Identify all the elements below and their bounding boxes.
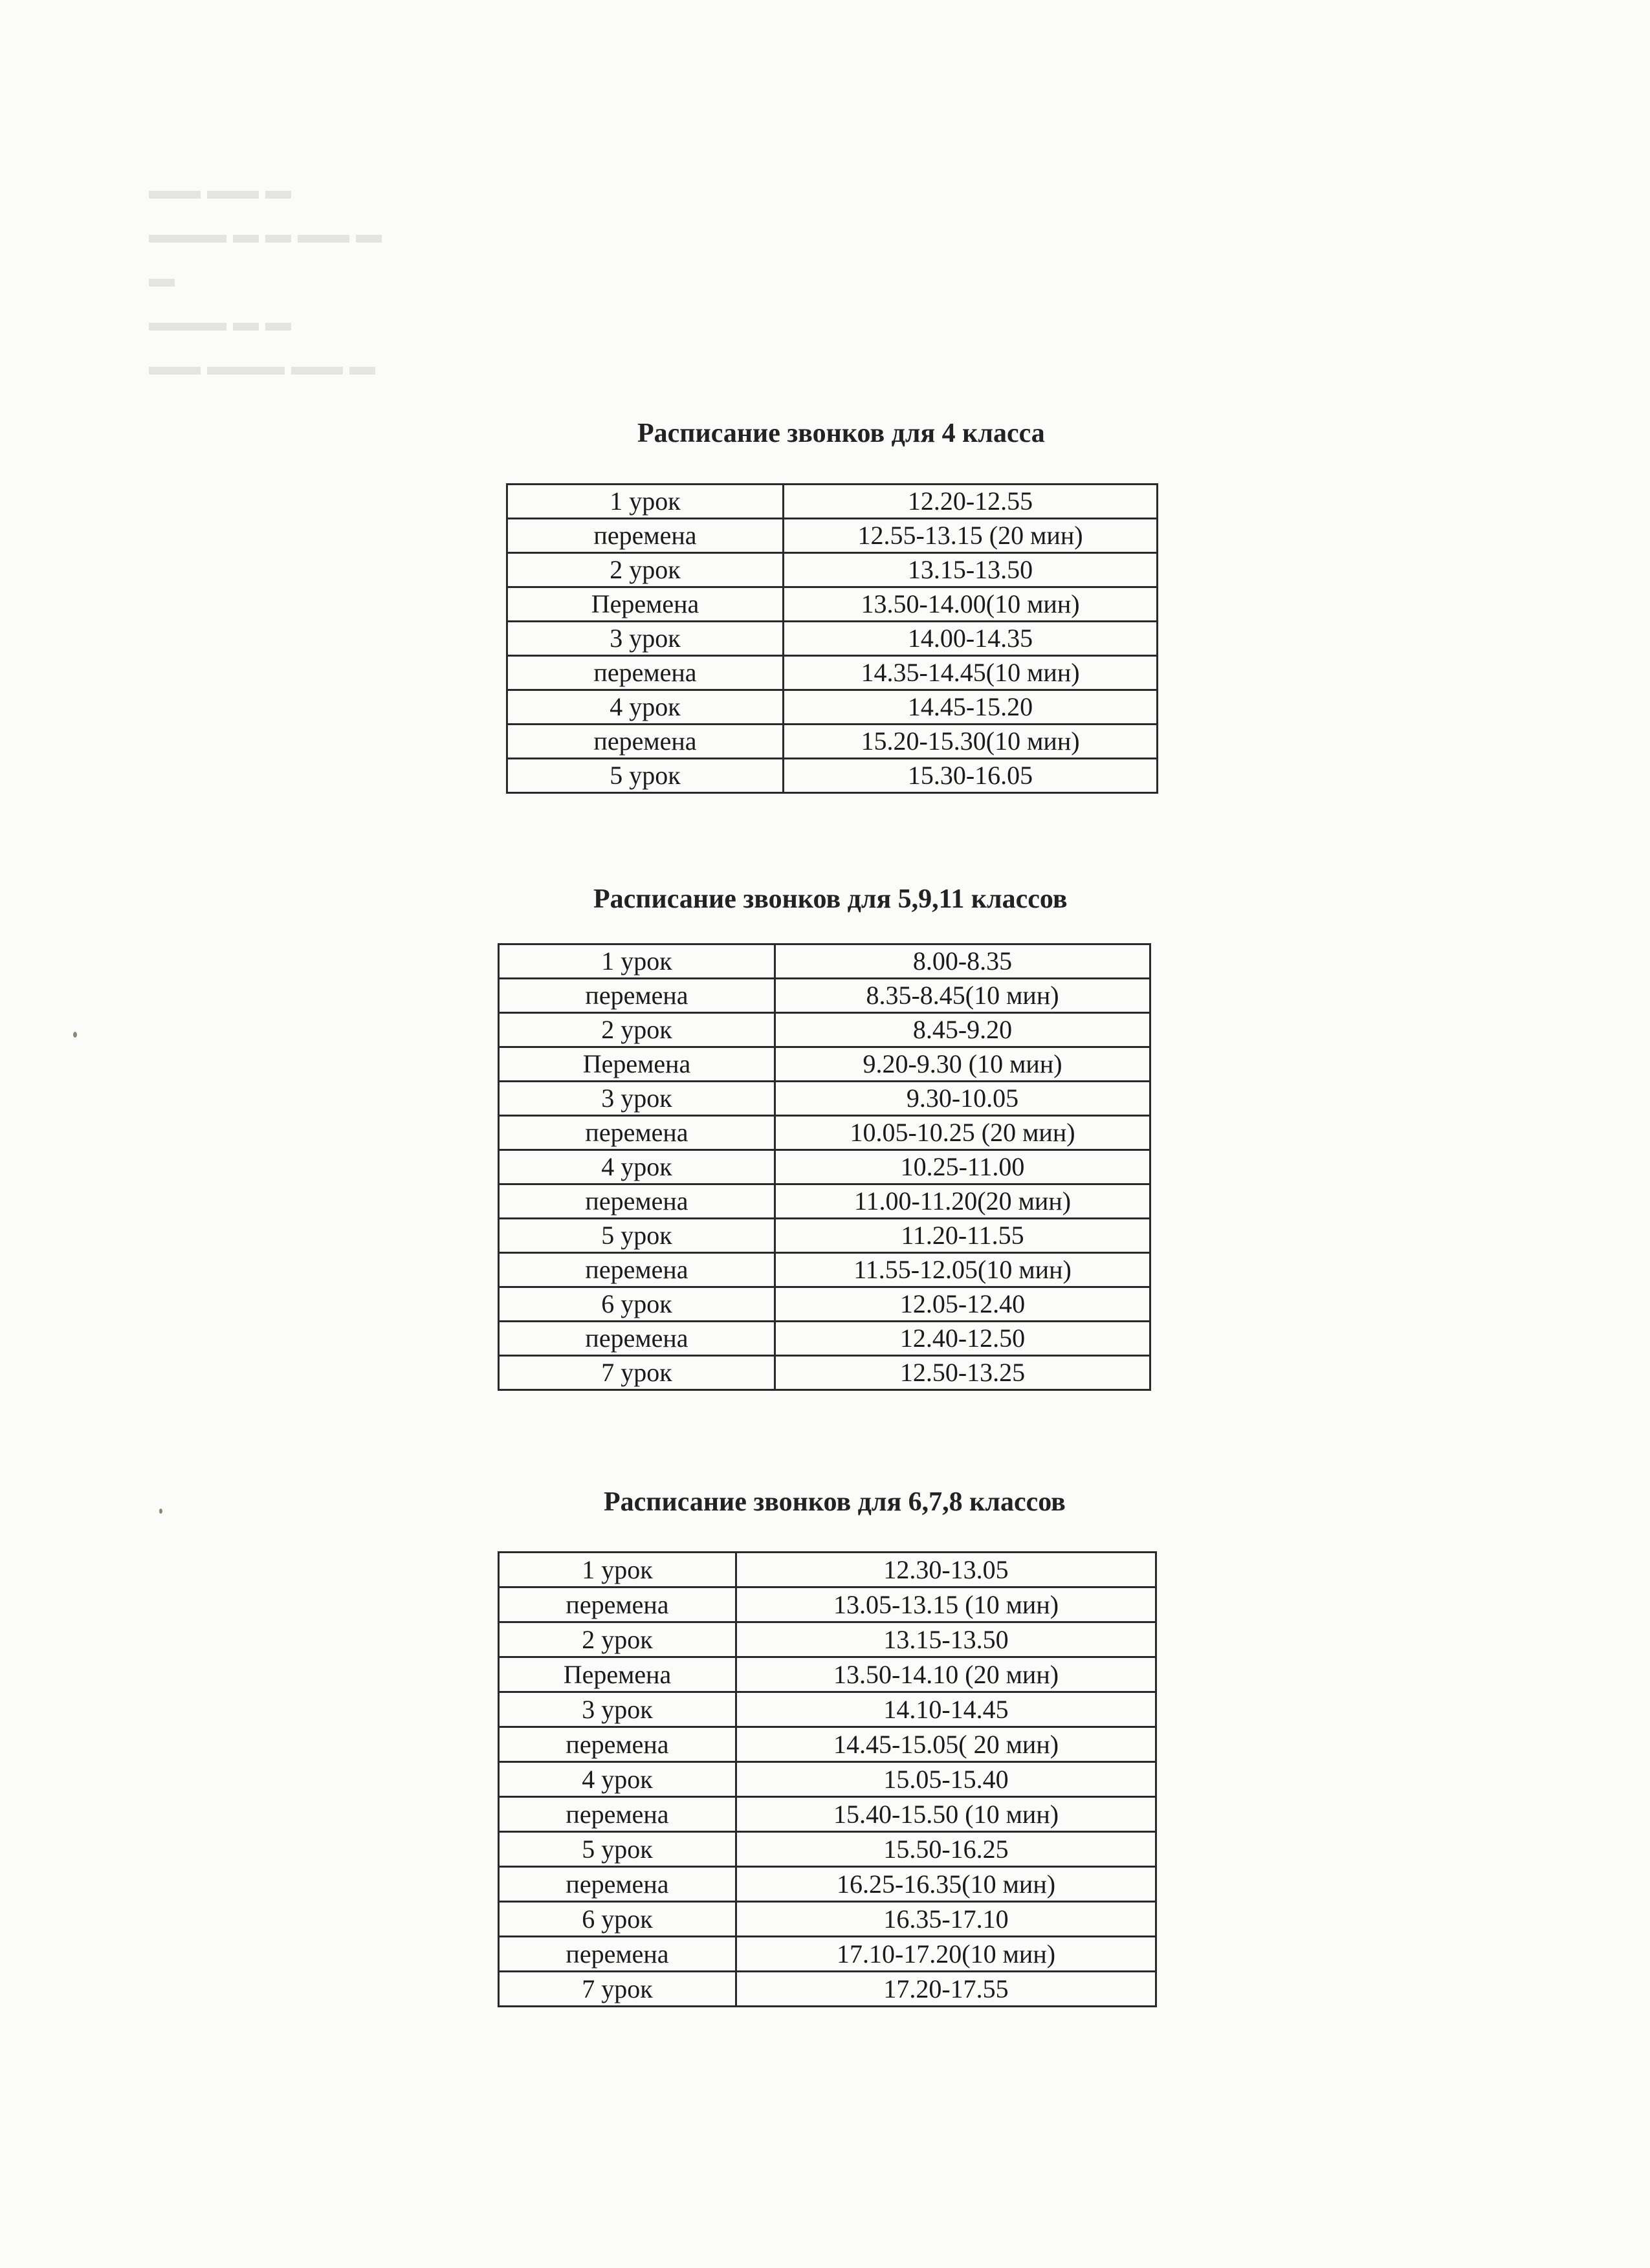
row-label: перемена — [499, 1797, 736, 1832]
table-row — [499, 1184, 1150, 1219]
row-time: 11.20-11.55 — [775, 1219, 1150, 1253]
table-row — [499, 1692, 1156, 1727]
row-time: 16.35-17.10 — [736, 1902, 1156, 1937]
table-row — [499, 1150, 1150, 1184]
row-time: 13.15-13.50 — [736, 1622, 1156, 1657]
table-row — [507, 485, 1158, 519]
table-row — [499, 1727, 1156, 1762]
row-label: Перемена — [507, 587, 784, 622]
row-time: 15.30-16.05 — [784, 759, 1158, 793]
row-time: 14.45-15.05( 20 мин) — [736, 1727, 1156, 1762]
row-time: 14.00-14.35 — [784, 622, 1158, 656]
schedule-table-grades-5-9-11 — [498, 943, 1151, 1391]
row-time: 13.15-13.50 — [784, 553, 1158, 587]
table-row — [507, 656, 1158, 690]
table-row — [499, 1622, 1156, 1657]
row-label: 5 урок — [499, 1219, 775, 1253]
row-label: перемена — [507, 519, 784, 553]
table-row — [499, 1047, 1150, 1082]
row-time: 9.20-9.30 (10 мин) — [775, 1047, 1150, 1082]
table-row — [499, 1322, 1150, 1356]
row-label: 3 урок — [499, 1692, 736, 1727]
table-row — [499, 1082, 1150, 1116]
schedule-title-grade-4: Расписание звонков для 4 класса — [637, 419, 1045, 448]
table-row — [499, 1657, 1156, 1692]
table-row — [499, 1937, 1156, 1972]
table-row — [507, 519, 1158, 553]
table-row — [507, 725, 1158, 759]
row-label: 4 урок — [507, 690, 784, 725]
row-label: 7 урок — [499, 1356, 775, 1390]
row-label: перемена — [499, 1116, 775, 1150]
row-time: 13.05-13.15 (10 мин) — [736, 1587, 1156, 1622]
row-time: 15.20-15.30(10 мин) — [784, 725, 1158, 759]
row-time: 12.40-12.50 — [775, 1322, 1150, 1356]
row-label: 6 урок — [499, 1287, 775, 1322]
row-time: 16.25-16.35(10 мин) — [736, 1867, 1156, 1902]
paper-speck — [73, 1032, 77, 1038]
row-label: 1 урок — [499, 944, 775, 979]
row-label: Перемена — [499, 1047, 775, 1082]
row-time: 12.30-13.05 — [736, 1553, 1156, 1587]
row-label: 4 урок — [499, 1762, 736, 1797]
row-time: 14.45-15.20 — [784, 690, 1158, 725]
table-row — [499, 1972, 1156, 2007]
row-time: 8.00-8.35 — [775, 944, 1150, 979]
row-label: перемена — [499, 979, 775, 1013]
table-row — [507, 690, 1158, 725]
row-label: 2 урок — [507, 553, 784, 587]
table-row — [499, 1797, 1156, 1832]
row-label: перемена — [499, 1587, 736, 1622]
table-row — [499, 1116, 1150, 1150]
row-label: 5 урок — [499, 1832, 736, 1867]
row-label: перемена — [507, 656, 784, 690]
paper-speck — [159, 1509, 162, 1514]
schedule-table-grade-4 — [506, 483, 1158, 794]
row-time: 17.20-17.55 — [736, 1972, 1156, 2007]
table-row — [507, 759, 1158, 793]
table-row — [499, 1902, 1156, 1937]
row-label: 3 урок — [499, 1082, 775, 1116]
table-row — [499, 1867, 1156, 1902]
row-time: 10.05-10.25 (20 мин) — [775, 1116, 1150, 1150]
row-label: 5 урок — [507, 759, 784, 793]
schedule-table-grades-6-7-8 — [498, 1551, 1157, 2007]
row-time: 15.40-15.50 (10 мин) — [736, 1797, 1156, 1832]
row-label: перемена — [499, 1727, 736, 1762]
table-row — [499, 1356, 1150, 1390]
row-time: 11.00-11.20(20 мин) — [775, 1184, 1150, 1219]
row-label: 1 урок — [507, 485, 784, 519]
schedule-title-grades-6-7-8: Расписание звонков для 6,7,8 классов — [604, 1487, 1066, 1517]
table-row — [507, 622, 1158, 656]
row-time: 17.10-17.20(10 мин) — [736, 1937, 1156, 1972]
table-row — [499, 944, 1150, 979]
table-row — [499, 1553, 1156, 1587]
row-label: 3 урок — [507, 622, 784, 656]
table-row — [499, 1013, 1150, 1047]
row-label: 1 урок — [499, 1553, 736, 1587]
row-label: 2 урок — [499, 1622, 736, 1657]
row-label: 4 урок — [499, 1150, 775, 1184]
row-time: 11.55-12.05(10 мин) — [775, 1253, 1150, 1287]
row-label: перемена — [499, 1322, 775, 1356]
row-time: 12.55-13.15 (20 мин) — [784, 519, 1158, 553]
table-row — [499, 1832, 1156, 1867]
table-row — [499, 1219, 1150, 1253]
row-label: 2 урок — [499, 1013, 775, 1047]
row-time: 15.05-15.40 — [736, 1762, 1156, 1797]
row-label: 7 урок — [499, 1972, 736, 2007]
table-row — [507, 587, 1158, 622]
table-row — [507, 553, 1158, 587]
schedule-title-grades-5-9-11: Расписание звонков для 5,9,11 классов — [593, 884, 1068, 914]
row-time: 12.50-13.25 — [775, 1356, 1150, 1390]
row-label: перемена — [499, 1253, 775, 1287]
row-time: 13.50-14.10 (20 мин) — [736, 1657, 1156, 1692]
row-time: 15.50-16.25 — [736, 1832, 1156, 1867]
row-label: перемена — [499, 1867, 736, 1902]
bleed-through-text: ▬▬ ▬▬ ▬ ▬▬▬ ▬ ▬ ▬▬ ▬ ▬ ▬▬▬ ▬ ▬ ▬▬ ▬▬▬ ▬▬ ▬ — [149, 175, 382, 380]
row-label: Перемена — [499, 1657, 736, 1692]
table-row — [499, 1762, 1156, 1797]
row-label: перемена — [499, 1937, 736, 1972]
row-time: 14.10-14.45 — [736, 1692, 1156, 1727]
row-label: перемена — [507, 725, 784, 759]
row-time: 10.25-11.00 — [775, 1150, 1150, 1184]
row-time: 8.35-8.45(10 мин) — [775, 979, 1150, 1013]
row-time: 12.20-12.55 — [784, 485, 1158, 519]
row-time: 13.50-14.00(10 мин) — [784, 587, 1158, 622]
table-row — [499, 979, 1150, 1013]
row-label: перемена — [499, 1184, 775, 1219]
table-row — [499, 1253, 1150, 1287]
row-time: 14.35-14.45(10 мин) — [784, 656, 1158, 690]
row-time: 9.30-10.05 — [775, 1082, 1150, 1116]
table-row — [499, 1287, 1150, 1322]
row-time: 12.05-12.40 — [775, 1287, 1150, 1322]
row-time: 8.45-9.20 — [775, 1013, 1150, 1047]
table-row — [499, 1587, 1156, 1622]
row-label: 6 урок — [499, 1902, 736, 1937]
